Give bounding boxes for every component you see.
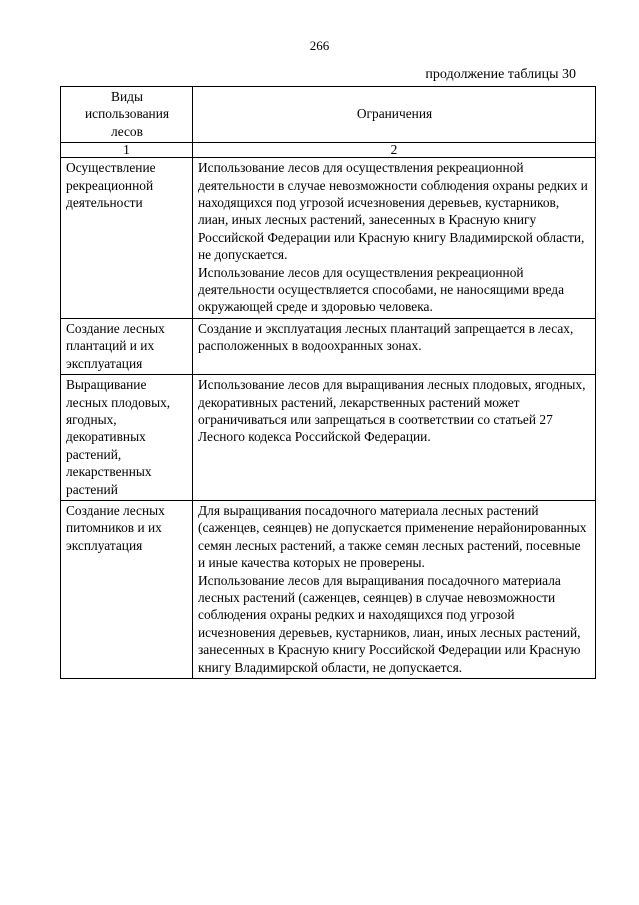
restriction-paragraph: Создание и эксплуатация лесных плантаций запрещается в лесах, расположенных в водоохранных зонах. xyxy=(198,320,574,354)
restriction-cell xyxy=(193,318,596,374)
header-restrictions: Ограничения xyxy=(193,87,596,143)
restriction-paragraph: Для выращивания посадочного материала лесных растений (саженцев, сеянцев) не допускается применение нерайонированных семян лесных растений, а также семян лесных растений, посевные и иные качества которых не проверены. xyxy=(198,502,587,571)
table-row xyxy=(61,318,596,374)
page-number: 266 xyxy=(309,38,330,53)
restrictions-table xyxy=(60,86,596,679)
table-continuation-label: продолжение таблицы 30 xyxy=(425,67,576,82)
restriction-paragraph: Использование лесов для выращивания посадочного материала лесных растений (саженцев, сеянцев) в случае невозможности соблюдения охраны редких и находящихся под угрозой исчезновения деревьев, кустарников, лиан, иных лесных растений, занесенных в Красную книгу Российской Федерации или Красную книгу Владимирской области, не допускается. xyxy=(198,572,581,675)
forest-use-cell: Создание лесных плантаций и их эксплуатация xyxy=(61,318,193,374)
table-header-row xyxy=(61,87,596,143)
restriction-cell xyxy=(193,158,596,319)
forest-use-cell: Осуществление рекреационной деятельности xyxy=(61,158,193,319)
column-number-row xyxy=(61,143,596,158)
table-row xyxy=(61,158,596,319)
table-row xyxy=(61,500,596,678)
restriction-cell xyxy=(193,375,596,501)
header-forest-use-types: Виды использования лесов xyxy=(61,87,193,143)
restriction-cell xyxy=(193,500,596,678)
column-number-1: 1 xyxy=(61,143,193,158)
restriction-paragraph: Использование лесов для выращивания лесных плодовых, ягодных, декоративных растений, лекарственных растений может ограничиваться или запрещаться в соответствии со статьей 27 Лесного кодекса Российской Федерации. xyxy=(198,377,586,445)
table-row xyxy=(61,375,596,501)
restriction-paragraph: Использование лесов для осуществления рекреационной деятельности осуществляется способами, не наносящими вреда окружающей среде и здоровью человека. xyxy=(198,264,565,315)
restriction-paragraph: Использование лесов для осуществления рекреационной деятельности в случае невозможности соблюдения охраны редких и находящихся под угрозой исчезновения деревьев, кустарников, лиан, иных лесных растений, занесенных в Красную книгу Российской Федерации или Красную книгу Владимирской области, не допускается. xyxy=(198,160,588,263)
forest-use-cell: Выращивание лесных плодовых, ягодных, декоративных растений, лекарственных растений xyxy=(61,375,193,501)
column-number-2: 2 xyxy=(193,143,596,158)
forest-use-cell: Создание лесных питомников и их эксплуатация xyxy=(61,500,193,678)
